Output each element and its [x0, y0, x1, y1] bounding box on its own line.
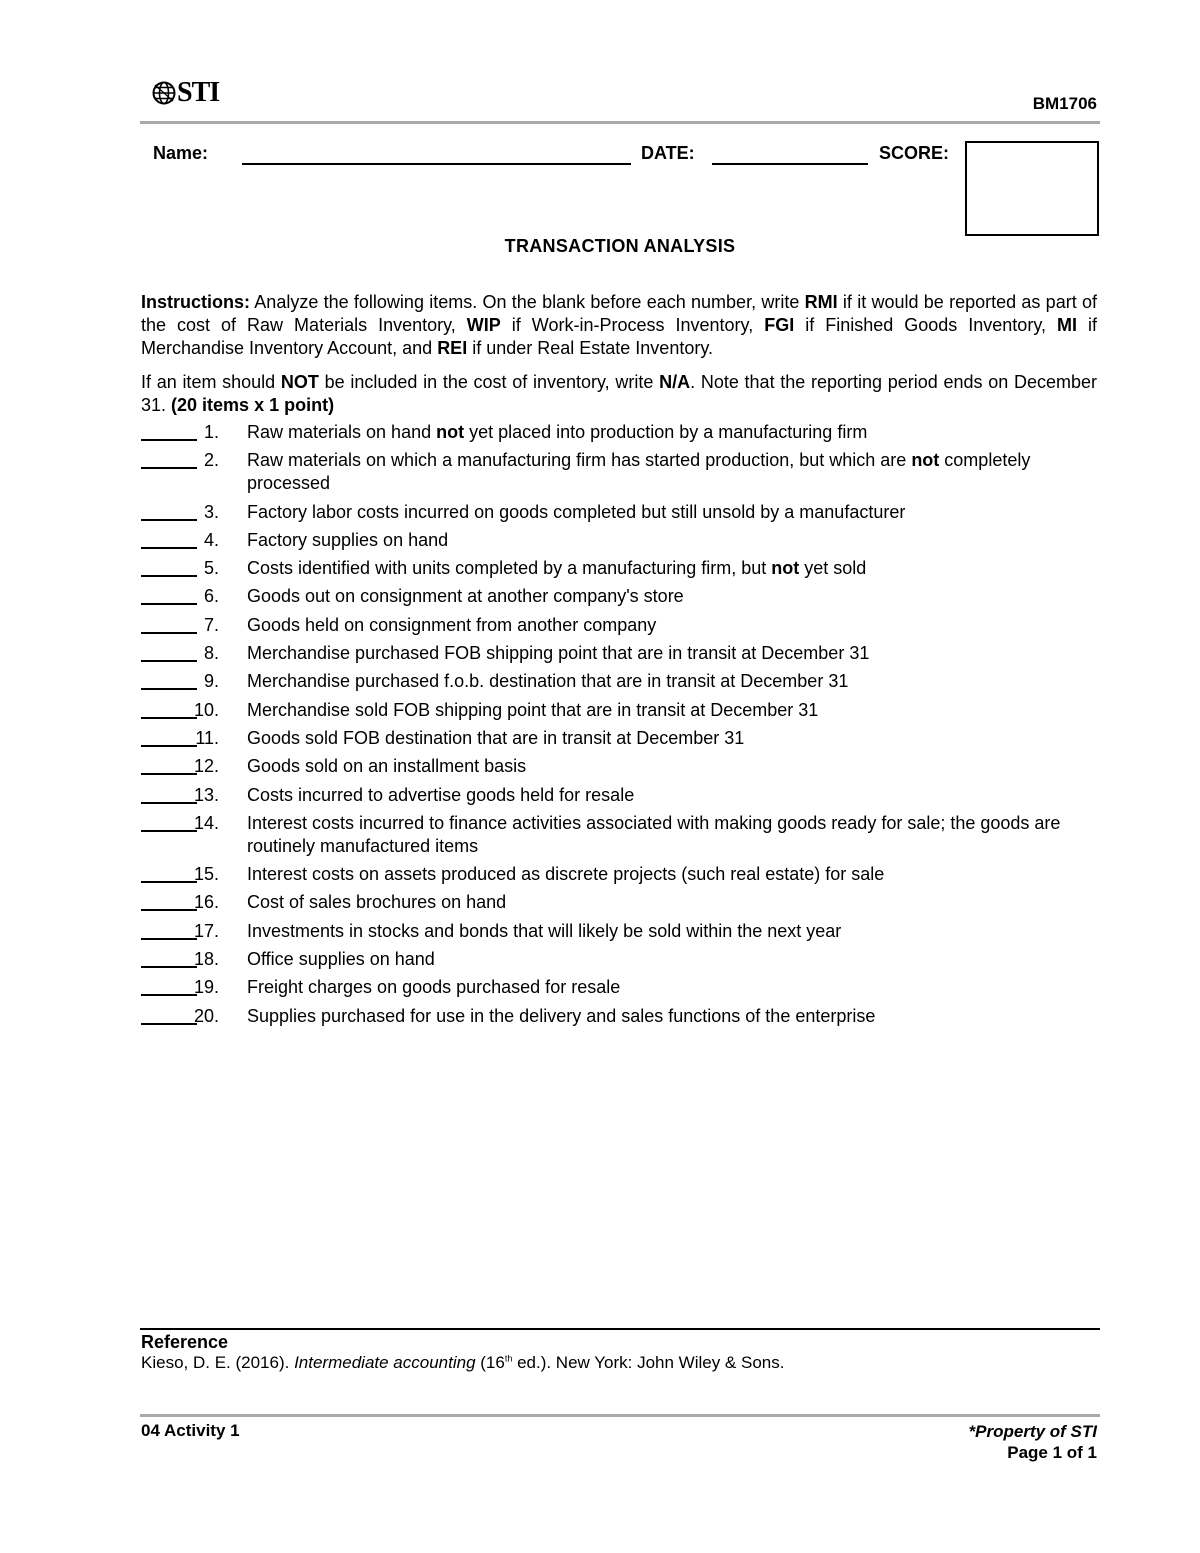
text-run: If an item should — [141, 372, 281, 392]
sti-logo — [152, 76, 219, 110]
text-run: Costs incurred to advertise goods held for resale — [247, 784, 635, 805]
text-run: if Merchandise Inventory Account, and — [141, 315, 1097, 358]
name-label: Name: — [153, 143, 209, 163]
reference-heading: Reference — [141, 1332, 229, 1352]
item-number: 8. — [203, 643, 219, 664]
property-notice: *Property of STI — [968, 1422, 1097, 1441]
list-item — [141, 614, 1101, 637]
item-text — [247, 529, 1101, 552]
item-number: 15. — [193, 864, 219, 885]
item-text — [247, 976, 1101, 999]
item-number: 3. — [203, 501, 219, 522]
list-item — [141, 920, 1101, 943]
citation-edition: (16 — [475, 1353, 505, 1372]
globe-icon — [152, 81, 176, 105]
item-text — [247, 755, 1101, 778]
item-text — [247, 920, 1101, 943]
item-text — [247, 557, 1101, 580]
document-code: BM1706 — [1032, 94, 1097, 113]
instructions-paragraph — [141, 291, 1097, 360]
item-text — [247, 670, 1101, 693]
item-number: 20. — [193, 1005, 219, 1026]
list-item — [141, 421, 1101, 444]
page-number: Page 1 of 1 — [1007, 1443, 1097, 1462]
item-number: 7. — [203, 614, 219, 635]
text-run: Cost of sales brochures on hand — [247, 892, 507, 913]
bold-text: REI — [437, 338, 468, 358]
list-item — [141, 976, 1101, 999]
logo-text: STI — [177, 77, 220, 108]
text-run: if Work-in-Process Inventory, — [500, 315, 765, 335]
text-run: completely processed — [247, 450, 1031, 494]
date-label: DATE: — [641, 143, 695, 163]
text-run: Office supplies on hand — [247, 949, 435, 970]
item-number: 13. — [193, 784, 219, 805]
score-box[interactable] — [965, 141, 1099, 236]
text-run: . Note that the reporting period ends on December 31. — [141, 372, 1097, 415]
list-item — [141, 699, 1101, 722]
text-run: Costs identified with units completed by a manufacturing firm, but — [247, 558, 772, 579]
text-run: if it would be reported as part of the cost of Raw Materials Inventory, — [141, 292, 1097, 335]
header-divider — [140, 121, 1100, 124]
bold-text: not — [436, 422, 465, 442]
text-run: Analyze the following items. On the blank before each number, write — [250, 292, 805, 312]
worksheet-title: TRANSACTION ANALYSIS — [504, 236, 736, 256]
bold-text: RMI — [804, 292, 838, 312]
list-item — [141, 727, 1101, 750]
item-text — [247, 501, 1101, 524]
item-text — [247, 1005, 1101, 1028]
item-number: 2. — [203, 450, 219, 471]
list-item — [141, 585, 1101, 608]
bold-text: (20 items x 1 point) — [171, 395, 335, 415]
item-text — [247, 699, 1101, 722]
na-instructions-paragraph — [141, 371, 1097, 417]
text-run: Factory supplies on hand — [247, 529, 449, 550]
bold-text: not — [771, 558, 800, 579]
activity-label: 04 Activity 1 — [141, 1421, 240, 1440]
item-text — [247, 948, 1101, 971]
list-item — [141, 891, 1101, 914]
text-run: Goods held on consignment from another company — [247, 614, 657, 635]
text-run: Raw materials on which a manufacturing firm has started production, but which are — [247, 450, 912, 471]
list-item — [141, 784, 1101, 807]
citation-publisher: ed.). New York: John Wiley & Sons. — [512, 1353, 785, 1372]
list-item — [141, 755, 1101, 778]
item-text — [247, 421, 1101, 444]
citation-edition-sup: th — [504, 1353, 513, 1364]
citation-title: Intermediate accounting — [294, 1353, 476, 1372]
name-field[interactable] — [242, 163, 631, 165]
list-item — [141, 557, 1101, 580]
reference-citation — [141, 1353, 784, 1373]
item-number: 9. — [203, 671, 219, 692]
item-text — [247, 614, 1101, 637]
item-text — [247, 784, 1101, 807]
text-run: Merchandise purchased f.o.b. destination that are in transit at December 31 — [247, 671, 849, 692]
text-run: Goods sold on an installment basis — [247, 756, 527, 777]
footer-right — [969, 1421, 1097, 1463]
item-number: 10. — [193, 699, 219, 720]
item-number: 19. — [193, 977, 219, 998]
text-run: Freight charges on goods purchased for resale — [247, 977, 621, 998]
bold-text: N/A — [659, 372, 691, 392]
list-item — [141, 670, 1101, 693]
text-run: Merchandise sold FOB shipping point that are in transit at December 31 — [247, 699, 819, 720]
list-item — [141, 642, 1101, 665]
item-number: 1. — [203, 422, 219, 442]
text-run: yet placed into production by a manufacturing firm — [464, 422, 868, 442]
item-text — [247, 585, 1101, 608]
item-text — [247, 642, 1101, 665]
bold-text: not — [911, 450, 940, 471]
score-label: SCORE: — [879, 143, 950, 163]
citation-author: Kieso, D. E. (2016). — [141, 1353, 295, 1372]
item-number: 6. — [203, 586, 219, 607]
text-run: Goods out on consignment at another company's store — [247, 586, 684, 607]
item-number: 18. — [193, 949, 219, 970]
item-number: 12. — [193, 756, 219, 777]
list-item — [141, 812, 1101, 858]
list-item — [141, 948, 1101, 971]
list-item — [141, 529, 1101, 552]
item-text — [247, 449, 1101, 495]
item-number: 14. — [193, 812, 219, 833]
date-field[interactable] — [712, 163, 868, 165]
list-item — [141, 449, 1101, 495]
items-list — [141, 421, 1101, 1033]
item-number: 16. — [193, 892, 219, 913]
reference-divider — [140, 1328, 1100, 1330]
item-number: 11. — [195, 727, 219, 748]
item-text — [247, 812, 1101, 858]
text-run: Investments in stocks and bonds that will likely be sold within the next year — [247, 920, 842, 941]
text-run: Interest costs on assets produced as discrete projects (such real estate) for sale — [247, 864, 885, 885]
list-item — [141, 501, 1101, 524]
text-run: if under Real Estate Inventory. — [467, 338, 713, 358]
bold-text: Instructions: — [141, 292, 251, 312]
bold-text: FGI — [764, 315, 795, 335]
item-text — [247, 727, 1101, 750]
list-item — [141, 863, 1101, 886]
bold-text: WIP — [466, 315, 501, 335]
text-run: if Finished Goods Inventory, — [794, 315, 1057, 335]
item-text — [247, 863, 1101, 886]
text-run: be included in the cost of inventory, write — [318, 372, 660, 392]
text-run: Raw materials on hand — [247, 422, 437, 442]
footer-divider — [140, 1414, 1100, 1417]
item-number: 4. — [203, 529, 219, 550]
text-run: Merchandise purchased FOB shipping point that are in transit at December 31 — [247, 643, 870, 664]
list-item — [141, 1005, 1101, 1028]
item-number: 17. — [193, 920, 219, 941]
text-run: Goods sold FOB destination that are in transit at December 31 — [247, 727, 745, 748]
bold-text: MI — [1056, 315, 1077, 335]
text-run: Factory labor costs incurred on goods completed but still unsold by a manufacturer — [247, 501, 906, 522]
item-text — [247, 891, 1101, 914]
item-number: 5. — [203, 558, 219, 579]
text-run: Supplies purchased for use in the delivery and sales functions of the enterprise — [247, 1005, 876, 1026]
text-run: Interest costs incurred to finance activities associated with making goods ready for sale; the goods are routinely manufactured items — [247, 812, 1061, 856]
text-run: yet sold — [799, 558, 867, 579]
bold-text: NOT — [280, 372, 319, 392]
